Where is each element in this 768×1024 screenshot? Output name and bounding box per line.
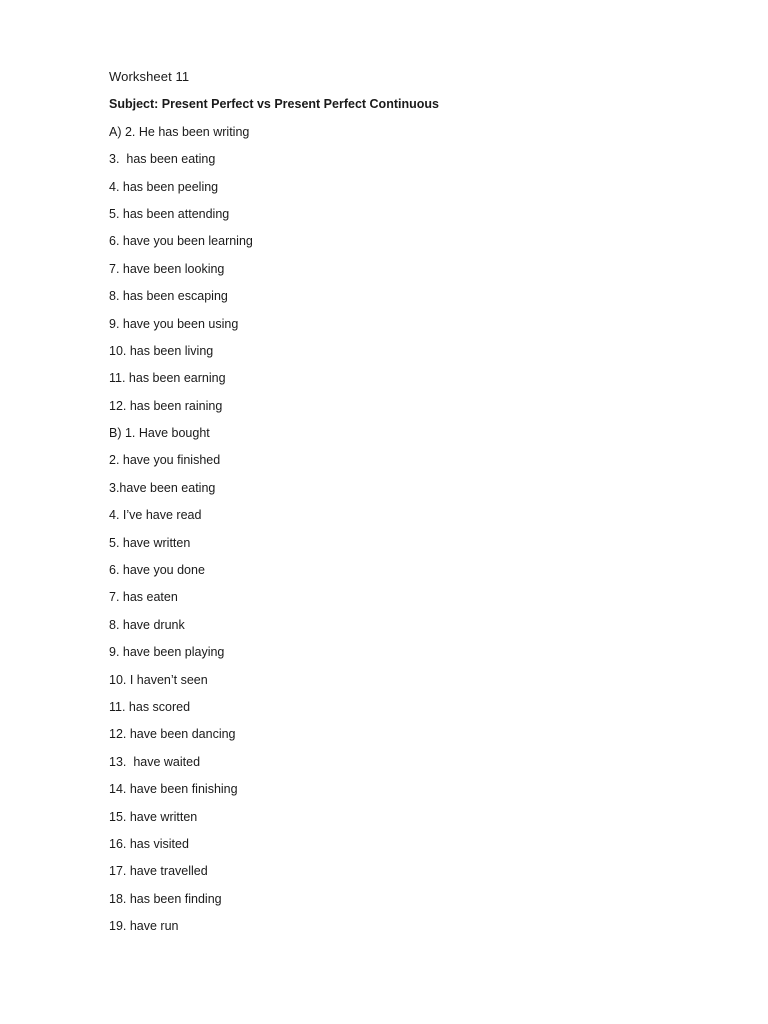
answer-line: 12. have been dancing <box>109 727 236 742</box>
answer-line: 7. have been looking <box>109 261 225 276</box>
answer-line: 11. has been earning <box>109 371 226 386</box>
answer-line: 9. have been playing <box>109 645 225 660</box>
answer-line: 16. has visited <box>109 836 189 851</box>
answer-line: 8. have drunk <box>109 617 185 632</box>
answer-line: 6. have you done <box>109 563 205 578</box>
worksheet-subject: Subject: Present Perfect vs Present Perfect Continuous <box>109 97 439 112</box>
answer-line: 17. have travelled <box>109 864 208 879</box>
answer-line: 3.have been eating <box>109 480 216 495</box>
answer-line: 11. has scored <box>109 699 191 714</box>
document-body <box>109 68 709 945</box>
answer-line: 10. I haven’t seen <box>109 672 208 687</box>
answer-line: 13. have waited <box>109 754 201 769</box>
answer-line: 6. have you been learning <box>109 234 253 249</box>
answer-line: 4. has been peeling <box>109 179 219 194</box>
answer-line: 14. have been finishing <box>109 782 238 797</box>
worksheet-title: Worksheet 11 <box>109 69 190 84</box>
answer-line: 19. have run <box>109 919 179 934</box>
answer-line: 15. have written <box>109 809 198 824</box>
answer-line: 5. has been attending <box>109 206 230 221</box>
answer-line: 4. I’ve have read <box>109 508 202 523</box>
answer-line: 5. have written <box>109 535 191 550</box>
answer-line: 7. has eaten <box>109 590 178 605</box>
answer-line: 2. have you finished <box>109 453 221 468</box>
answer-line: 18. has been finding <box>109 891 222 906</box>
answer-line: A) 2. He has been writing <box>109 124 250 139</box>
answer-line: 10. has been living <box>109 343 214 358</box>
answer-line: 3. has been eating <box>109 152 216 167</box>
answer-list <box>109 123 709 935</box>
answer-line: B) 1. Have bought <box>109 426 210 441</box>
answer-line: 9. have you been using <box>109 316 239 331</box>
answer-line: 8. has been escaping <box>109 289 228 304</box>
answer-line: 12. has been raining <box>109 398 223 413</box>
